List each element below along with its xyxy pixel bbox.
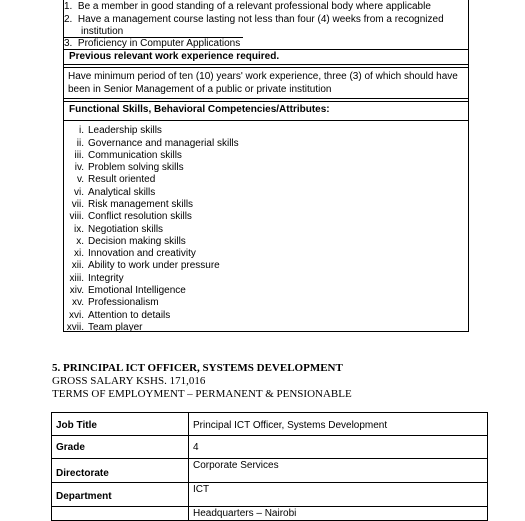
list-item (64, 248, 196, 260)
list-label: Professionalism (88, 297, 159, 308)
table-key: Job Title (52, 413, 189, 436)
list-label: Governance and managerial skills (88, 138, 239, 149)
paragraph-line: Have minimum period of ten (10) years' work experience, three (3) of which should have (68, 71, 458, 82)
list-label: Conflict resolution skills (88, 211, 192, 222)
top-list-item (64, 1, 431, 13)
table-row (52, 507, 488, 521)
list-number: xvi. (69, 310, 84, 321)
table-key: Department (52, 483, 189, 507)
table-row (52, 459, 488, 483)
list-item (64, 260, 220, 272)
list-item (64, 322, 142, 334)
list-item (64, 162, 184, 174)
table-value: 4 (189, 436, 488, 459)
list-item (64, 236, 186, 248)
salary-line: GROSS SALARY KSHS. 171,016 (52, 375, 206, 387)
list-text: Be a member in good standing of a relevant professional body where applicable (77, 1, 431, 12)
divider (63, 120, 468, 121)
work-experience-text (68, 70, 463, 96)
list-number: xii. (71, 260, 84, 271)
list-item (64, 310, 170, 322)
list-text: institution (81, 26, 124, 37)
list-item (64, 150, 182, 162)
list-number: 2. (64, 14, 73, 25)
list-number: xiii. (69, 273, 84, 284)
list-number: xvii. (66, 322, 84, 333)
table-key: Grade (52, 436, 189, 459)
list-number: x. (76, 236, 84, 247)
list-label: Problem solving skills (88, 162, 184, 173)
section-title: 5. PRINCIPAL ICT OFFICER, SYSTEMS DEVELOPMENT (52, 362, 343, 374)
list-number: vii. (71, 199, 84, 210)
list-number: xv. (71, 297, 84, 308)
list-number: xiv. (69, 285, 84, 296)
divider (63, 67, 468, 68)
list-label: Negotiation skills (88, 224, 164, 235)
top-list-item (64, 14, 444, 26)
list-label: Ability to work under pressure (88, 260, 220, 271)
list-label: Leadership skills (88, 125, 162, 136)
divider (63, 98, 468, 99)
list-item (64, 187, 155, 199)
table-value: ICT (189, 483, 488, 507)
list-label: Risk management skills (88, 199, 194, 210)
list-number: 3. (64, 38, 73, 49)
list-number: iii. (74, 150, 84, 161)
list-item (64, 297, 159, 309)
table-row (52, 483, 488, 507)
list-label: Decision making skills (88, 236, 186, 247)
list-item (64, 224, 163, 236)
list-item (64, 211, 192, 223)
list-label: Emotional Intelligence (88, 285, 186, 296)
list-item (64, 174, 155, 186)
list-label: Analytical skills (88, 187, 156, 198)
list-item (64, 273, 124, 285)
list-item (64, 199, 193, 211)
table-value: Headquarters – Nairobi (189, 507, 488, 521)
list-number: iv. (74, 162, 84, 173)
list-label: Communication skills (88, 150, 182, 161)
list-label: Result oriented (88, 174, 156, 185)
table-value: Corporate Services (189, 459, 488, 483)
list-item (64, 125, 162, 137)
divider (63, 49, 468, 50)
list-number: i. (79, 125, 84, 136)
divider (63, 101, 468, 102)
list-item (64, 285, 186, 297)
list-text: Have a management course lasting not less than four (4) weeks from a recognized (77, 14, 444, 25)
list-label: Integrity (88, 273, 124, 284)
table-value: Principal ICT Officer, Systems Development (189, 413, 488, 436)
list-number: viii. (69, 211, 84, 222)
table-key (52, 507, 189, 521)
list-number: 1. (64, 1, 73, 12)
list-number: ix. (74, 224, 84, 235)
job-details-table (51, 412, 488, 521)
list-number: ii. (76, 138, 84, 149)
list-label: Team player (88, 322, 143, 333)
work-experience-heading: Previous relevant work experience required. (69, 51, 280, 62)
list-label: Innovation and creativity (88, 248, 196, 259)
list-number: vi. (74, 187, 84, 198)
terms-line: TERMS OF EMPLOYMENT – PERMANENT & PENSIONABLE (52, 388, 352, 400)
divider (63, 64, 468, 65)
list-label: Attention to details (88, 310, 171, 321)
paragraph-line: been in Senior Management of a public or private institution (68, 84, 332, 95)
list-number: xi. (74, 248, 84, 259)
list-number: v. (76, 174, 84, 185)
table-key: Directorate (52, 459, 189, 483)
list-text: Proficiency in Computer Applications (77, 38, 241, 49)
list-item (64, 138, 239, 150)
table-row (52, 436, 488, 459)
table-row (52, 413, 488, 436)
functional-skills-heading: Functional Skills, Behavioral Competencies/Attributes: (69, 104, 330, 115)
